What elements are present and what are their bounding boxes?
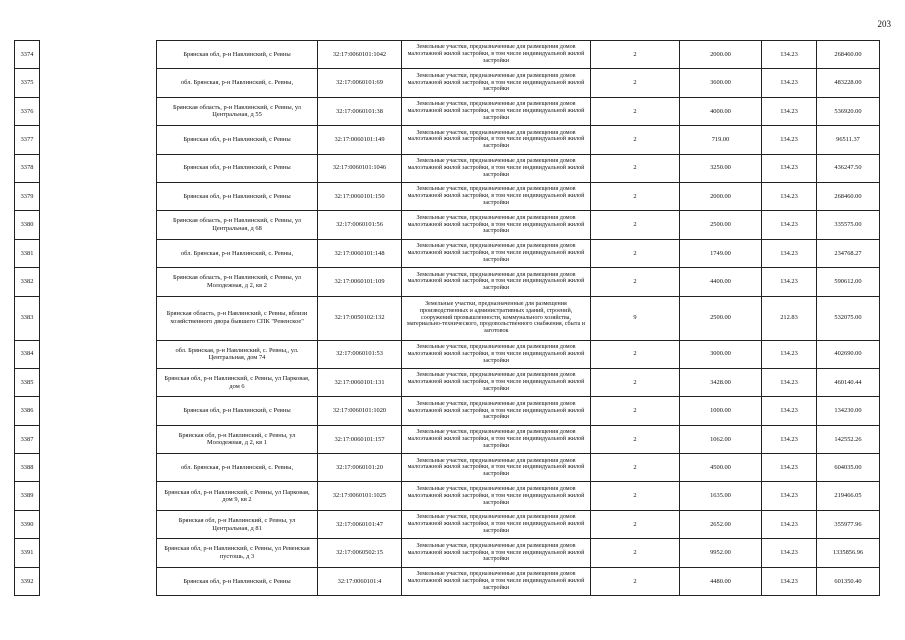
group-cell: 2 xyxy=(591,182,680,210)
page-number: 203 xyxy=(877,19,891,29)
group-cell: 2 xyxy=(591,397,680,425)
land-purpose-cell: Земельные участки, предназначенные для размещения домов малоэтажной жилой застройки, в том числе индивидуальной жилой застройки xyxy=(402,211,591,239)
row-number: 3376 xyxy=(15,97,40,125)
cadastral-number-cell: 32:17:0060101:53 xyxy=(318,340,402,368)
group-cell: 9 xyxy=(591,296,680,340)
cadastral-number-cell: 32:17:0060502:15 xyxy=(318,539,402,567)
table-row xyxy=(15,239,880,267)
cadastral-value-cell: 134230.00 xyxy=(817,397,880,425)
table-row xyxy=(15,567,880,595)
table-row xyxy=(15,454,880,482)
address-cell: Брянская область, р-н Навлинский, с Ревны, ул Центральная, д 68 xyxy=(157,211,318,239)
rate-cell: 134.23 xyxy=(762,268,817,296)
row-number: 3389 xyxy=(15,482,40,510)
table-row xyxy=(15,97,880,125)
area-cell: 2500.00 xyxy=(680,296,762,340)
address-cell: Брянская область, р-н Навлинский, с Ревны, ул Молодежная, д 2, кв 2 xyxy=(157,268,318,296)
area-cell: 3428.00 xyxy=(680,368,762,396)
cadastral-value-cell: 590612.00 xyxy=(817,268,880,296)
address-cell: обл. Брянская, р-н Навлинский, с. Ревны, xyxy=(157,69,318,97)
row-number: 3382 xyxy=(15,268,40,296)
table-row xyxy=(15,539,880,567)
address-cell: Брянская область, р-н Навлинский, с Ревны, вблизи хозяйственного двора бывшего СПК "Ревенское" xyxy=(157,296,318,340)
area-cell: 4480.00 xyxy=(680,567,762,595)
rate-cell: 134.23 xyxy=(762,340,817,368)
area-cell: 3000.00 xyxy=(680,340,762,368)
cadastral-value-cell: 234768.27 xyxy=(817,239,880,267)
cadastral-value-cell: 436247.50 xyxy=(817,154,880,182)
row-number: 3387 xyxy=(15,425,40,453)
area-cell: 2000.00 xyxy=(680,182,762,210)
row-number: 3392 xyxy=(15,567,40,595)
area-cell: 719.00 xyxy=(680,126,762,154)
cadastral-value-cell: 604035.00 xyxy=(817,454,880,482)
area-cell: 1062.00 xyxy=(680,425,762,453)
group-cell: 2 xyxy=(591,239,680,267)
address-cell: обл. Брянская, р-н Навлинский, с. Ревны,, ул. Центральная, дом 74 xyxy=(157,340,318,368)
table-row xyxy=(15,425,880,453)
area-cell: 3600.00 xyxy=(680,69,762,97)
group-cell: 2 xyxy=(591,425,680,453)
table-row xyxy=(15,397,880,425)
rate-cell: 134.23 xyxy=(762,41,817,69)
row-number: 3377 xyxy=(15,126,40,154)
address-cell: обл. Брянская, р-н Навлинский, с. Ревны, xyxy=(157,239,318,267)
cadastral-number-cell: 32:17:0060101:1020 xyxy=(318,397,402,425)
cadastral-value-cell: 96511.37 xyxy=(817,126,880,154)
cadastral-number-cell: 32:17:0060101:150 xyxy=(318,182,402,210)
area-cell: 1749.00 xyxy=(680,239,762,267)
gap-cell xyxy=(40,126,157,154)
group-cell: 2 xyxy=(591,41,680,69)
gap-cell xyxy=(40,296,157,340)
table-row xyxy=(15,510,880,538)
gap-cell xyxy=(40,397,157,425)
row-number: 3379 xyxy=(15,182,40,210)
cadastral-number-cell: 32:17:0060101:4 xyxy=(318,567,402,595)
area-cell: 3250.00 xyxy=(680,154,762,182)
group-cell: 2 xyxy=(591,268,680,296)
address-cell: Брянская обл, р-н Навлинский, с Ревны xyxy=(157,126,318,154)
land-purpose-cell: Земельные участки, предназначенные для размещения домов малоэтажной жилой застройки, в том числе индивидуальной жилой застройки xyxy=(402,425,591,453)
cadastral-value-cell: 355977.96 xyxy=(817,510,880,538)
table-row xyxy=(15,482,880,510)
land-purpose-cell: Земельные участки, предназначенные для размещения домов малоэтажной жилой застройки, в том числе индивидуальной жилой застройки xyxy=(402,340,591,368)
gap-cell xyxy=(40,97,157,125)
land-purpose-cell: Земельные участки, предназначенные для размещения домов малоэтажной жилой застройки, в том числе индивидуальной жилой застройки xyxy=(402,268,591,296)
table-row xyxy=(15,41,880,69)
land-registry-table xyxy=(14,40,880,596)
address-cell: Брянская обл, р-н Навлинский, с Ревны xyxy=(157,567,318,595)
cadastral-value-cell: 268460.00 xyxy=(817,41,880,69)
gap-cell xyxy=(40,425,157,453)
cadastral-value-cell: 142552.26 xyxy=(817,425,880,453)
row-number: 3391 xyxy=(15,539,40,567)
table-row xyxy=(15,182,880,210)
rate-cell: 134.23 xyxy=(762,211,817,239)
address-cell: Брянская обл, р-н Навлинский, с Ревны xyxy=(157,182,318,210)
row-number: 3390 xyxy=(15,510,40,538)
land-purpose-cell: Земельные участки, предназначенные для размещения домов малоэтажной жилой застройки, в том числе индивидуальной жилой застройки xyxy=(402,182,591,210)
table-row xyxy=(15,126,880,154)
area-cell: 4400.00 xyxy=(680,268,762,296)
table-body xyxy=(15,41,880,596)
area-cell: 2652.00 xyxy=(680,510,762,538)
land-purpose-cell: Земельные участки, предназначенные для размещения домов малоэтажной жилой застройки, в том числе индивидуальной жилой застройки xyxy=(402,539,591,567)
address-cell: Брянская обл, р-н Навлинский, с Ревны, ул Парковая, дом 9, кв 2 xyxy=(157,482,318,510)
group-cell: 2 xyxy=(591,510,680,538)
land-purpose-cell: Земельные участки, предназначенные для размещения домов малоэтажной жилой застройки, в том числе индивидуальной жилой застройки xyxy=(402,126,591,154)
group-cell: 2 xyxy=(591,340,680,368)
cadastral-number-cell: 32:17:0060101:148 xyxy=(318,239,402,267)
gap-cell xyxy=(40,510,157,538)
rate-cell: 134.23 xyxy=(762,239,817,267)
land-purpose-cell: Земельные участки, предназначенные для размещения домов малоэтажной жилой застройки, в том числе индивидуальной жилой застройки xyxy=(402,368,591,396)
group-cell: 2 xyxy=(591,482,680,510)
row-number: 3380 xyxy=(15,211,40,239)
gap-cell xyxy=(40,454,157,482)
row-number: 3374 xyxy=(15,41,40,69)
cadastral-number-cell: 32:17:0060101:38 xyxy=(318,97,402,125)
cadastral-number-cell: 32:17:0060101:69 xyxy=(318,69,402,97)
rate-cell: 134.23 xyxy=(762,567,817,595)
cadastral-value-cell: 460140.44 xyxy=(817,368,880,396)
group-cell: 2 xyxy=(591,69,680,97)
cadastral-number-cell: 32:17:0060101:157 xyxy=(318,425,402,453)
gap-cell xyxy=(40,239,157,267)
group-cell: 2 xyxy=(591,126,680,154)
table-row xyxy=(15,211,880,239)
area-cell: 4500.00 xyxy=(680,454,762,482)
row-number: 3388 xyxy=(15,454,40,482)
land-purpose-cell: Земельные участки, предназначенные для размещения домов малоэтажной жилой застройки, в том числе индивидуальной жилой застройки xyxy=(402,482,591,510)
cadastral-number-cell: 32:17:0050102:132 xyxy=(318,296,402,340)
address-cell: Брянская обл, р-н Навлинский, с Ревны, ул Молодежная, д 2, кв 1 xyxy=(157,425,318,453)
group-cell: 2 xyxy=(591,539,680,567)
land-purpose-cell: Земельные участки, предназначенные для размещения домов малоэтажной жилой застройки, в том числе индивидуальной жилой застройки xyxy=(402,454,591,482)
rate-cell: 134.23 xyxy=(762,425,817,453)
land-purpose-cell: Земельные участки, предназначенные для размещения домов малоэтажной жилой застройки, в том числе индивидуальной жилой застройки xyxy=(402,239,591,267)
cadastral-number-cell: 32:17:0060101:56 xyxy=(318,211,402,239)
cadastral-value-cell: 1335856.96 xyxy=(817,539,880,567)
gap-cell xyxy=(40,182,157,210)
gap-cell xyxy=(40,340,157,368)
row-number: 3381 xyxy=(15,239,40,267)
table-row xyxy=(15,296,880,340)
gap-cell xyxy=(40,567,157,595)
cadastral-value-cell: 268460.00 xyxy=(817,182,880,210)
rate-cell: 134.23 xyxy=(762,454,817,482)
cadastral-number-cell: 32:17:0060101:149 xyxy=(318,126,402,154)
gap-cell xyxy=(40,482,157,510)
group-cell: 2 xyxy=(591,567,680,595)
group-cell: 2 xyxy=(591,368,680,396)
address-cell: Брянская обл, р-н Навлинский, с Ревны, ул Центральная, д 81 xyxy=(157,510,318,538)
cadastral-value-cell: 532075.00 xyxy=(817,296,880,340)
table-row xyxy=(15,368,880,396)
table-row xyxy=(15,154,880,182)
address-cell: Брянская обл, р-н Навлинский, с Ревны, ул Ревенская пустошь, д 3 xyxy=(157,539,318,567)
table-row xyxy=(15,268,880,296)
rate-cell: 134.23 xyxy=(762,482,817,510)
gap-cell xyxy=(40,69,157,97)
cadastral-number-cell: 32:17:0060101:1025 xyxy=(318,482,402,510)
cadastral-number-cell: 32:17:0060101:131 xyxy=(318,368,402,396)
rate-cell: 134.23 xyxy=(762,368,817,396)
group-cell: 2 xyxy=(591,154,680,182)
land-purpose-cell: Земельные участки, предназначенные для размещения домов малоэтажной жилой застройки, в том числе индивидуальной жилой застройки xyxy=(402,397,591,425)
gap-cell xyxy=(40,539,157,567)
rate-cell: 134.23 xyxy=(762,97,817,125)
cadastral-number-cell: 32:17:0060101:1046 xyxy=(318,154,402,182)
rate-cell: 134.23 xyxy=(762,397,817,425)
row-number: 3378 xyxy=(15,154,40,182)
cadastral-value-cell: 335575.00 xyxy=(817,211,880,239)
gap-cell xyxy=(40,368,157,396)
row-number: 3384 xyxy=(15,340,40,368)
address-cell: Брянская обл, р-н Навлинский, с Ревны xyxy=(157,154,318,182)
table-row xyxy=(15,69,880,97)
row-number: 3383 xyxy=(15,296,40,340)
land-purpose-cell: Земельные участки, предназначенные для размещения домов малоэтажной жилой застройки, в том числе индивидуальной жилой застройки xyxy=(402,41,591,69)
area-cell: 4000.00 xyxy=(680,97,762,125)
row-number: 3375 xyxy=(15,69,40,97)
table-row xyxy=(15,340,880,368)
land-purpose-cell: Земельные участки, предназначенные для размещения домов малоэтажной жилой застройки, в том числе индивидуальной жилой застройки xyxy=(402,567,591,595)
group-cell: 2 xyxy=(591,454,680,482)
rate-cell: 134.23 xyxy=(762,126,817,154)
gap-cell xyxy=(40,154,157,182)
cadastral-number-cell: 32:17:0060101:109 xyxy=(318,268,402,296)
rate-cell: 134.23 xyxy=(762,510,817,538)
cadastral-number-cell: 32:17:0060101:20 xyxy=(318,454,402,482)
gap-cell xyxy=(40,211,157,239)
gap-cell xyxy=(40,41,157,69)
group-cell: 2 xyxy=(591,211,680,239)
area-cell: 9952.00 xyxy=(680,539,762,567)
address-cell: Брянская обл, р-н Навлинский, с Ревны, ул Парковая, дом 6 xyxy=(157,368,318,396)
address-cell: обл. Брянская, р-н Навлинский, с. Ревны, xyxy=(157,454,318,482)
area-cell: 2500.00 xyxy=(680,211,762,239)
group-cell: 2 xyxy=(591,97,680,125)
gap-cell xyxy=(40,268,157,296)
land-purpose-cell: Земельные участки, предназначенные для размещения домов малоэтажной жилой застройки, в том числе индивидуальной жилой застройки xyxy=(402,69,591,97)
rate-cell: 134.23 xyxy=(762,182,817,210)
cadastral-number-cell: 32:17:0060101:47 xyxy=(318,510,402,538)
cadastral-value-cell: 601350.40 xyxy=(817,567,880,595)
land-purpose-cell: Земельные участки, предназначенные для размещения домов малоэтажной жилой застройки, в том числе индивидуальной жилой застройки xyxy=(402,510,591,538)
address-cell: Брянская обл, р-н Навлинский, с Ревны xyxy=(157,397,318,425)
area-cell: 2000.00 xyxy=(680,41,762,69)
cadastral-number-cell: 32:17:0060101:1042 xyxy=(318,41,402,69)
rate-cell: 134.23 xyxy=(762,154,817,182)
address-cell: Брянская область, р-н Навлинский, с Ревны, ул Центральная, д 55 xyxy=(157,97,318,125)
land-purpose-cell: Земельные участки, предназначенные для размещения производственных и административных зданий, строений, сооружений промышленности, коммунального хозяйства, материально-технического, продовольственного снабжения, сбыта и заготовок xyxy=(402,296,591,340)
cadastral-value-cell: 402690.00 xyxy=(817,340,880,368)
cadastral-value-cell: 483228.00 xyxy=(817,69,880,97)
row-number: 3385 xyxy=(15,368,40,396)
rate-cell: 134.23 xyxy=(762,69,817,97)
area-cell: 1000.00 xyxy=(680,397,762,425)
area-cell: 1635.00 xyxy=(680,482,762,510)
cadastral-value-cell: 219466.05 xyxy=(817,482,880,510)
rate-cell: 212.83 xyxy=(762,296,817,340)
land-purpose-cell: Земельные участки, предназначенные для размещения домов малоэтажной жилой застройки, в том числе индивидуальной жилой застройки xyxy=(402,97,591,125)
address-cell: Брянская обл, р-н Навлинский, с Ревны xyxy=(157,41,318,69)
cadastral-value-cell: 536920.00 xyxy=(817,97,880,125)
land-purpose-cell: Земельные участки, предназначенные для размещения домов малоэтажной жилой застройки, в том числе индивидуальной жилой застройки xyxy=(402,154,591,182)
rate-cell: 134.23 xyxy=(762,539,817,567)
row-number: 3386 xyxy=(15,397,40,425)
